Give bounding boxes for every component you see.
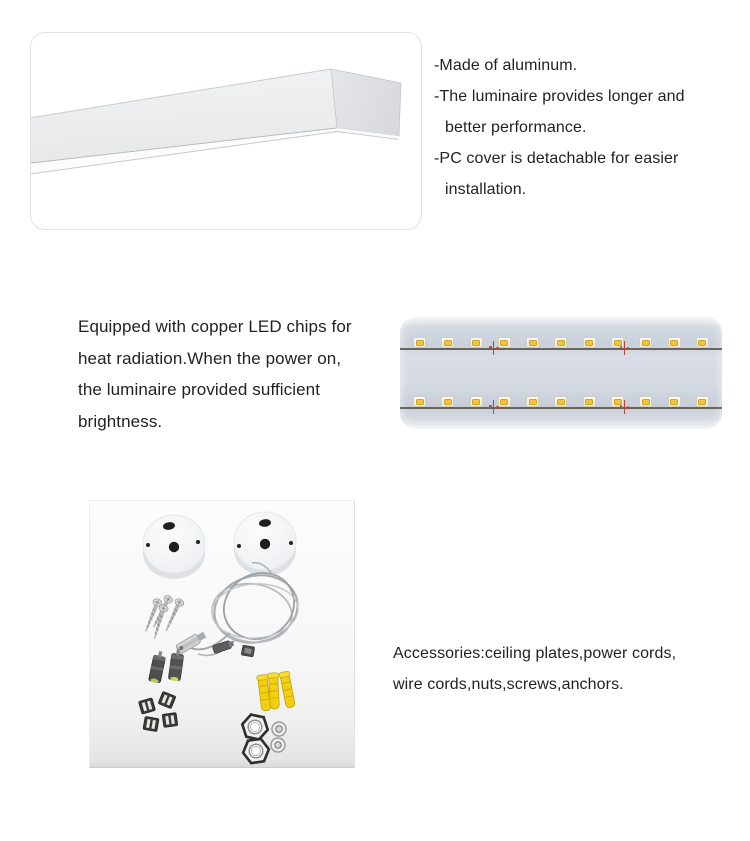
fixture-end-cap [331, 69, 401, 136]
led-chip [696, 396, 709, 407]
feature-line: -PC cover is detachable for easier [434, 150, 679, 167]
led-chip-row [413, 396, 709, 407]
led-rail [400, 348, 722, 350]
led-chip [413, 396, 426, 407]
led-chip-description [78, 311, 408, 437]
accessories-description [393, 638, 733, 700]
feature-line: installation. [445, 181, 527, 198]
description-line: brightness. [78, 411, 163, 431]
hex-nuts-icon [240, 713, 271, 764]
led-chip [583, 337, 596, 348]
led-chip [554, 337, 567, 348]
small-nuts-icon [271, 722, 286, 752]
feature-line: -The luminaire provides longer and [434, 88, 685, 105]
led-chip [639, 396, 652, 407]
led-chip [498, 337, 511, 348]
led-chip [639, 337, 652, 348]
led-chip [583, 396, 596, 407]
feature-line: -Made of aluminum. [434, 57, 578, 74]
led-chip [668, 396, 681, 407]
cable-adjuster-icon [212, 639, 234, 653]
wire-cords-icon [190, 560, 306, 655]
led-chip [668, 337, 681, 348]
clips-icon [138, 691, 177, 731]
led-chip [526, 337, 539, 348]
circuit-mark-icon [489, 341, 499, 355]
feature-list [434, 50, 740, 205]
led-chip [441, 396, 454, 407]
led-chip [498, 396, 511, 407]
aluminum-linear-light-illustration [31, 33, 421, 229]
led-chip-row [413, 337, 709, 348]
accessories-illustration [90, 501, 354, 767]
description-line: the luminaire provided sufficient [78, 380, 321, 399]
circuit-mark-icon [489, 400, 499, 414]
description-line: wire cords,nuts,screws,anchors. [393, 676, 624, 693]
anchors-icon [257, 671, 297, 711]
screws-icon [141, 594, 185, 640]
product-image-led-strip [400, 317, 722, 429]
cable-gripper-icon [241, 645, 255, 657]
description-line: Accessories:ceiling plates,power cords, [393, 645, 677, 662]
description-line: Equipped with copper LED chips for [78, 317, 352, 336]
cable-adjuster-icon [175, 630, 207, 654]
led-chip [441, 337, 454, 348]
led-rail [400, 407, 722, 409]
ceiling-plate-icon [143, 515, 205, 579]
led-chip [526, 396, 539, 407]
product-image-accessories [89, 500, 355, 768]
circuit-mark-icon [620, 400, 630, 414]
led-chip [470, 396, 483, 407]
feature-line: better performance. [445, 119, 587, 136]
connector-icon [148, 650, 166, 684]
led-chip [554, 396, 567, 407]
description-line: heat radiation.When the power on, [78, 348, 342, 368]
led-chip [470, 337, 483, 348]
product-image-fixture [30, 32, 422, 230]
circuit-mark-icon [620, 341, 630, 355]
led-chip [696, 337, 709, 348]
led-chip [413, 337, 426, 348]
